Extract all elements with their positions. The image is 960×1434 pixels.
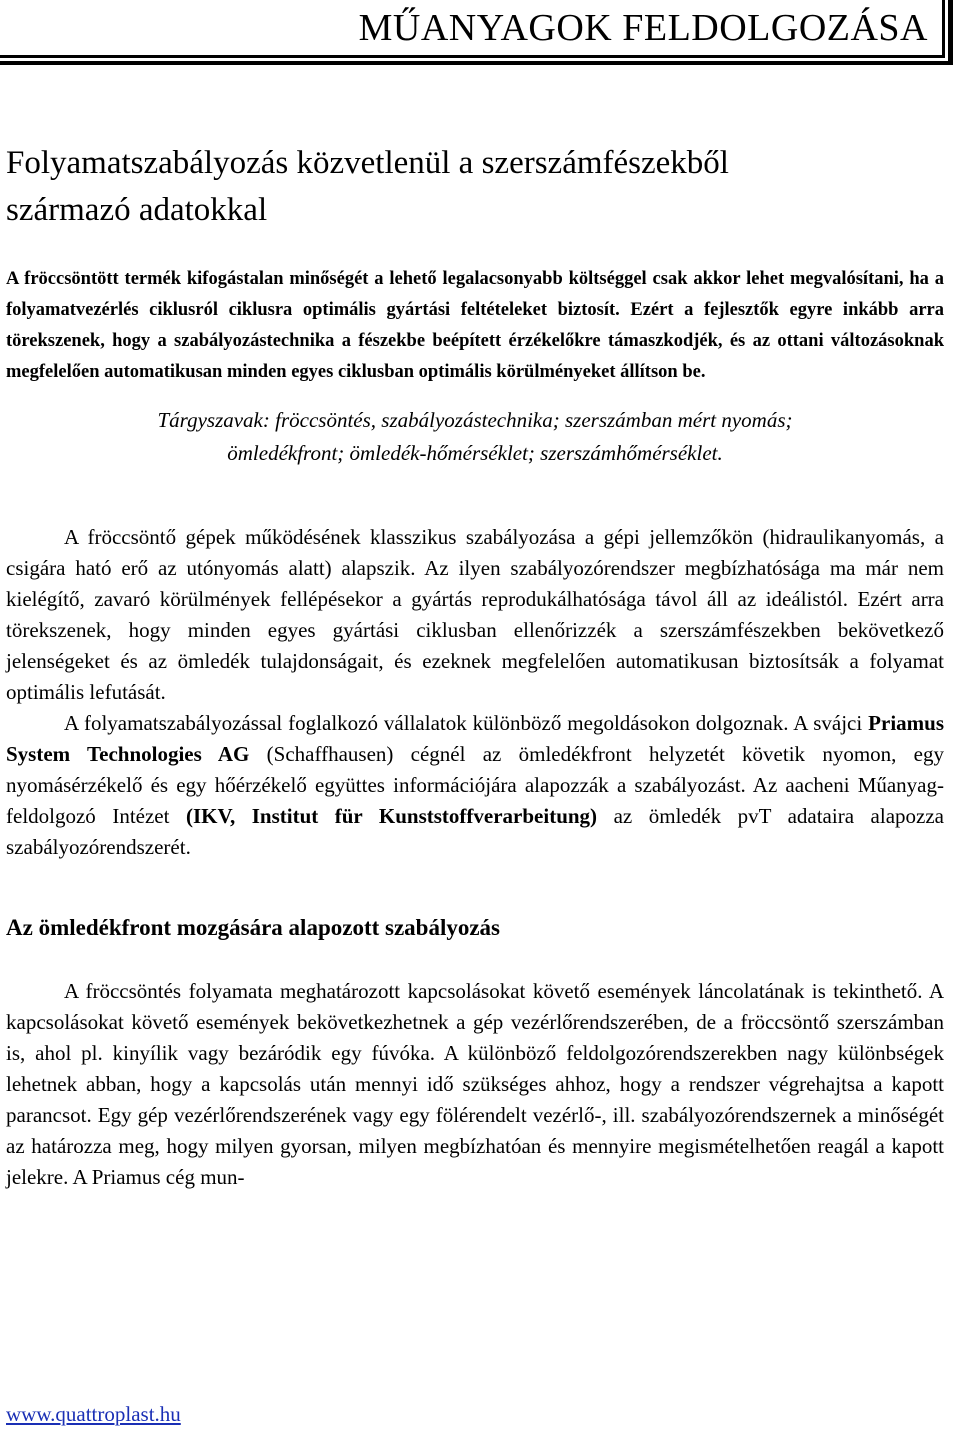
company-ikv: (IKV, Institut für Kunststoffverarbeitung) (185, 804, 598, 828)
article-title (6, 140, 906, 234)
article-body (6, 140, 944, 1193)
keywords (6, 404, 944, 470)
header-vertical-rule-thick (948, 0, 953, 64)
body-paragraph-2 (6, 708, 944, 863)
journal-title: MŰANYAGOK FELDOLGOZÁSA (358, 7, 928, 49)
header-rule-thick (0, 61, 953, 65)
page-header (0, 0, 960, 64)
article-title-line2: származó adatokkal (6, 192, 268, 228)
body-paragraph-1: A fröccsöntő gépek működésének klasszikus szabályozása a gépi jellemzőkön (hidraulikanyomás, a csigára ható erő az utónyomás alatt) alapszik. Az ilyen szabályozórendszer megbízhatósága ma már nem kielégítő, zavaró körülmények fellépésekor a gyártás reprodukálhatósága távol áll az ideálistól. Ezért arra törekszenek, hogy minden egyes gyártási ciklusban ellenőrizzék a szerszámfészekben bekövetkező jelenségeket és az ömledék tulajdonságait, és ezeknek megfelelően automatikusan biztosítsák a folyamat optimális lefutását. (6, 525, 944, 704)
keywords-line2: ömledékfront; ömledék-hőmérséklet; szerszámhőmérséklet. (227, 441, 723, 465)
company-priamus: Priamus System Technologies AG (6, 711, 944, 766)
keywords-line1: Tárgyszavak: fröccsöntés, szabályozástechnika; szerszámban mért nyomás; (157, 408, 793, 432)
section-heading: Az ömledékfront mozgására alapozott szabályozás (6, 915, 501, 940)
header-rule (0, 55, 945, 58)
article-title-line1: Folyamatszabályozás közvetlenül a szerszámfészekből (6, 145, 729, 181)
header-vertical-rule (942, 0, 945, 58)
lead-paragraph: A fröccsöntött termék kifogástalan minőségét a lehető legalacsonyabb költséggel csak akkor lehet megvalósítani, ha a folyamatvezérlés ciklusról ciklusra optimális gyártási feltételeket biztosít. Ezért a fejlesztők egyre inkább arra törekszenek, hogy a szabályozástechnika a fészekbe beépített érzékelőkre támaszkodjék, és az ottani változásoknak megfelelően automatikusan minden egyes ciklusban optimális körülményeket állítson be. (6, 269, 944, 382)
website-link[interactable]: www.quattroplast.hu (6, 1402, 181, 1426)
body-paragraph-3: A fröccsöntés folyamata meghatározott kapcsolásokat követő események láncolatának is tekinthető. A kapcsolásokat követő események bekövetkezhetnek a gép vezérlőrendszerében, de a fröccsöntő szerszámban is, ahol pl. kinyílik vagy bezáródik egy fúvóka. A különböző feldolgozórendszerekben nagy különbségek lehetnek abban, hogy a kapcsolás után mennyi idő szükséges ahhoz, hogy a rendszer végrehajtsa a kapott parancsot. Egy gép vezérlőrendszerének vagy egy fölérendelt vezérlő-, ill. szabályozórendszernek a minőségét az határozza meg, hogy milyen gyorsan, milyen megbízhatóan és mennyire megismételhetően reagál a kapott jelekre. A Priamus cég mun- (6, 979, 944, 1189)
p2-text-a: A folyamatszabályozással foglalkozó vállalatok különböző megoldásokon dolgoznak. A svájci (64, 711, 869, 735)
p2-text-c: az ömledék pvT adataira alapozza szabályozórendszerét. (6, 804, 944, 859)
p2-text-b: (Schaffhausen) cégnél az ömledékfront helyzetét követik nyomon, egy nyomásérzékelő és egy hőérzékelő együttes információjára alapozzák a szabályozást. Az aacheni Műanyag-feldolgozó Intézet (6, 742, 944, 828)
